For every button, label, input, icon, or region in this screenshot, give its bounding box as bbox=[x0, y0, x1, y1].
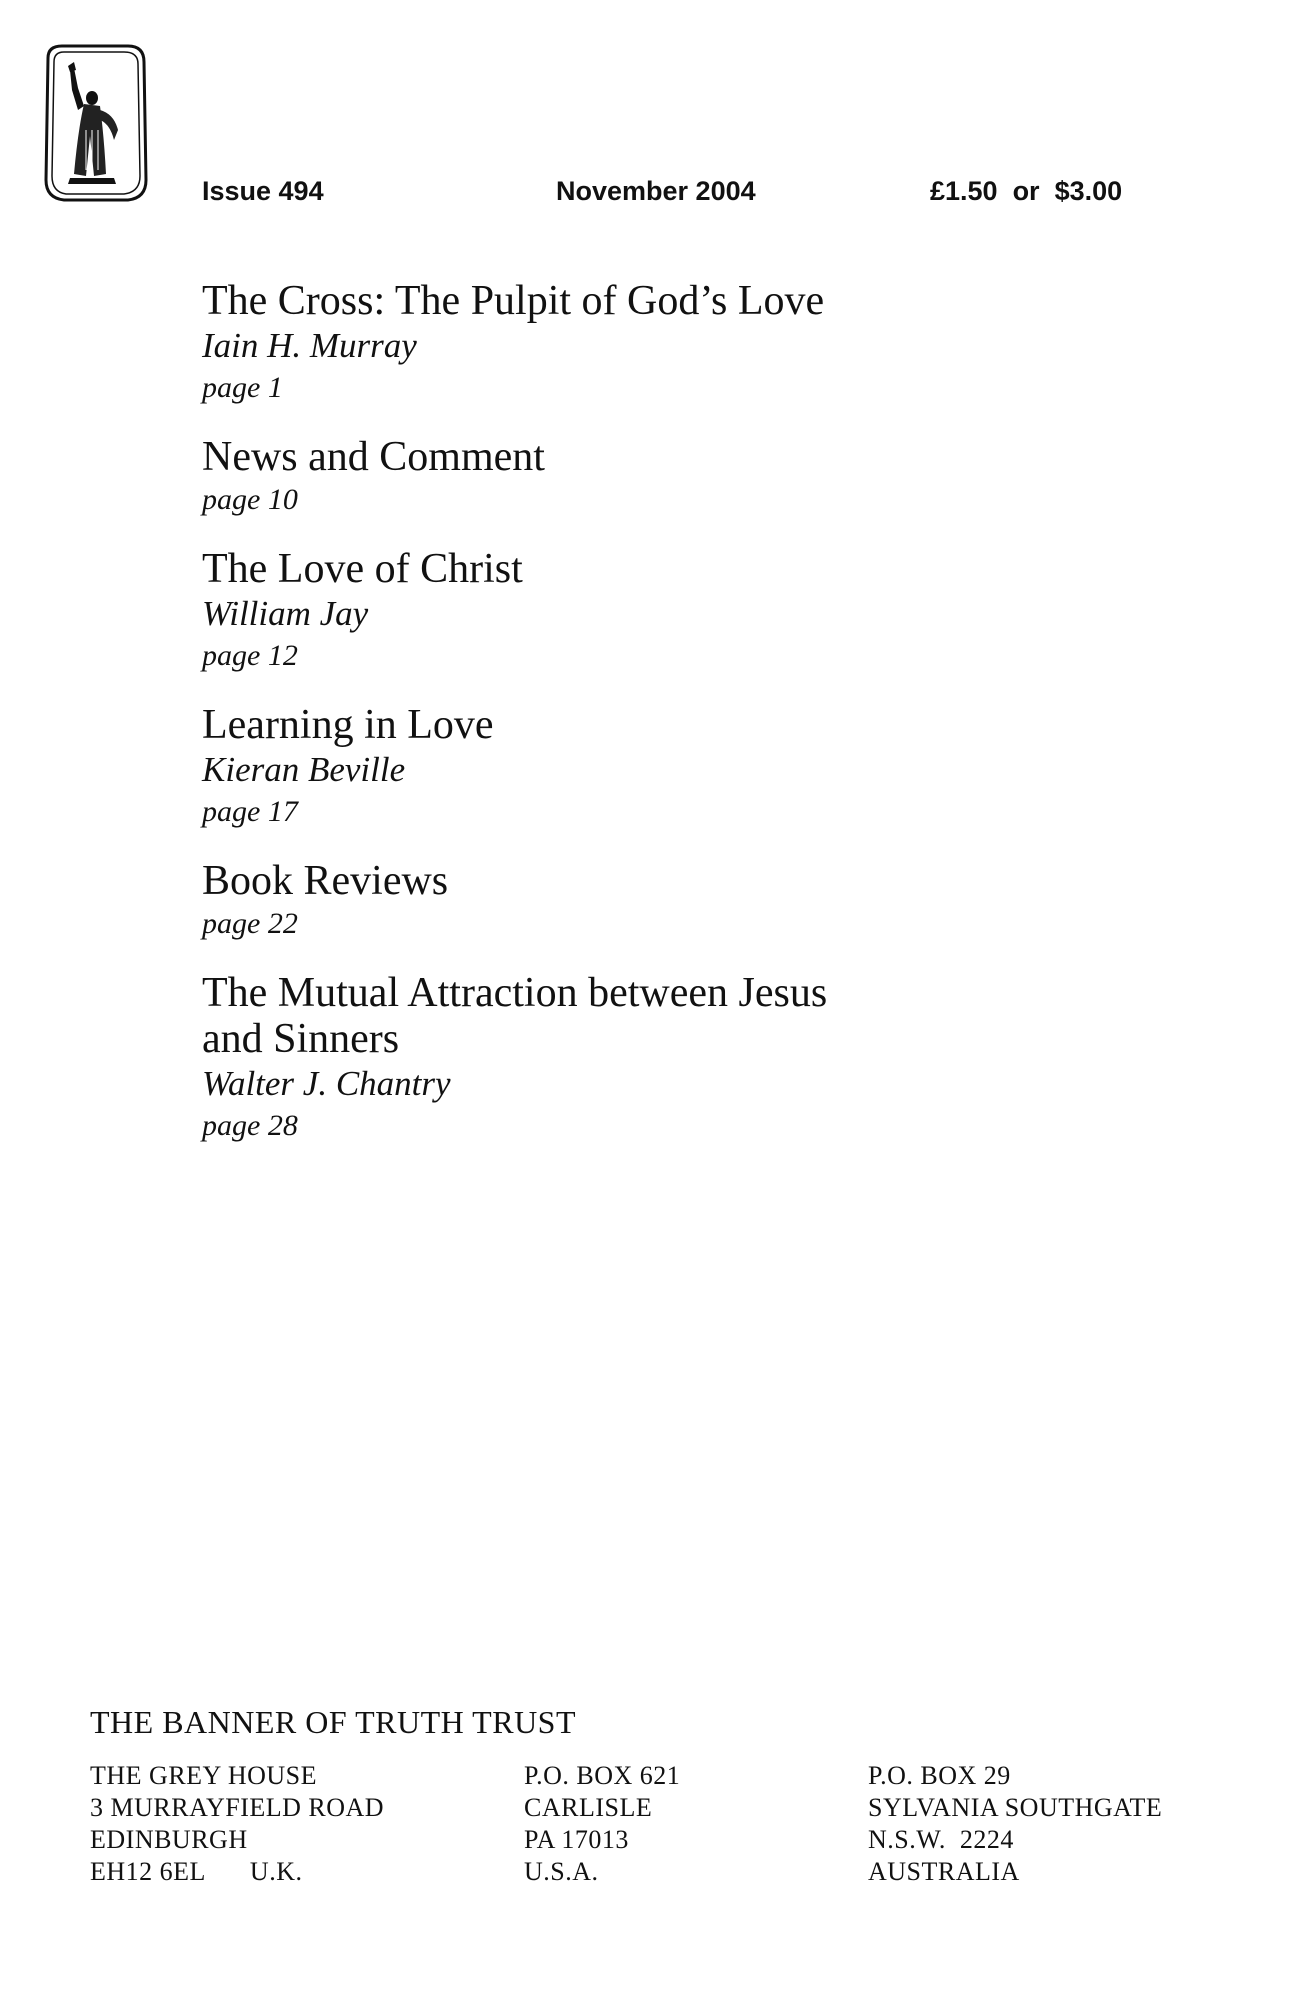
address-line: U.S.A. bbox=[524, 1857, 599, 1886]
article-author: Walter J. Chantry bbox=[202, 1064, 451, 1103]
address-line: EDINBURGH bbox=[90, 1825, 248, 1854]
address-uk bbox=[90, 1760, 384, 1888]
article-title: The Cross: The Pulpit of God’s Love bbox=[202, 278, 825, 324]
address-usa bbox=[524, 1760, 680, 1888]
address-australia bbox=[868, 1760, 1162, 1888]
table-of-contents bbox=[202, 278, 962, 1172]
article-page: page 22 bbox=[202, 907, 298, 940]
article-page: page 1 bbox=[202, 371, 283, 404]
address-line: CARLISLE bbox=[524, 1793, 653, 1822]
publisher-name: THE BANNER OF TRUTH TRUST bbox=[90, 1704, 577, 1740]
article-author: Iain H. Murray bbox=[202, 326, 417, 365]
article-title: The Love of Christ bbox=[202, 546, 523, 592]
address-line: P.O. BOX 29 bbox=[868, 1761, 1011, 1790]
contents-entry bbox=[202, 858, 962, 944]
article-title: News and Comment bbox=[202, 434, 545, 480]
address-line: THE GREY HOUSE bbox=[90, 1761, 318, 1790]
address-line: N.S.W. 2224 bbox=[868, 1825, 1014, 1854]
address-line: AUSTRALIA bbox=[868, 1857, 1020, 1886]
contents-entry bbox=[202, 434, 962, 520]
article-title-line-2: and Sinners bbox=[202, 1016, 400, 1062]
issue-price: £1.50 or $3.00 bbox=[930, 176, 1123, 206]
address-line: P.O. BOX 621 bbox=[524, 1761, 681, 1790]
article-title: Book Reviews bbox=[202, 858, 449, 904]
address-line: 3 MURRAYFIELD ROAD bbox=[90, 1793, 385, 1822]
address-line bbox=[90, 1856, 384, 1888]
article-author: Kieran Beville bbox=[202, 750, 406, 789]
contents-entry bbox=[202, 278, 962, 408]
postcode: EH12 6EL bbox=[90, 1857, 206, 1886]
publisher-logo-icon bbox=[34, 40, 156, 206]
address-line: PA 17013 bbox=[524, 1825, 629, 1854]
article-page: page 17 bbox=[202, 795, 298, 828]
issue-date: November 2004 bbox=[556, 176, 756, 206]
article-page: page 28 bbox=[202, 1109, 298, 1142]
contents-entry bbox=[202, 546, 962, 676]
article-title-line-1: The Mutual Attraction between Jesus bbox=[202, 970, 828, 1016]
contents-entry bbox=[202, 702, 962, 832]
article-page: page 10 bbox=[202, 483, 298, 516]
address-line: SYLVANIA SOUTHGATE bbox=[868, 1793, 1163, 1822]
issue-header bbox=[202, 176, 1202, 216]
contents-entry bbox=[202, 970, 962, 1146]
article-title: Learning in Love bbox=[202, 702, 494, 748]
country: U.K. bbox=[249, 1857, 303, 1886]
article-author: William Jay bbox=[202, 594, 369, 633]
article-page: page 12 bbox=[202, 639, 298, 672]
issue-number: Issue 494 bbox=[202, 176, 324, 206]
